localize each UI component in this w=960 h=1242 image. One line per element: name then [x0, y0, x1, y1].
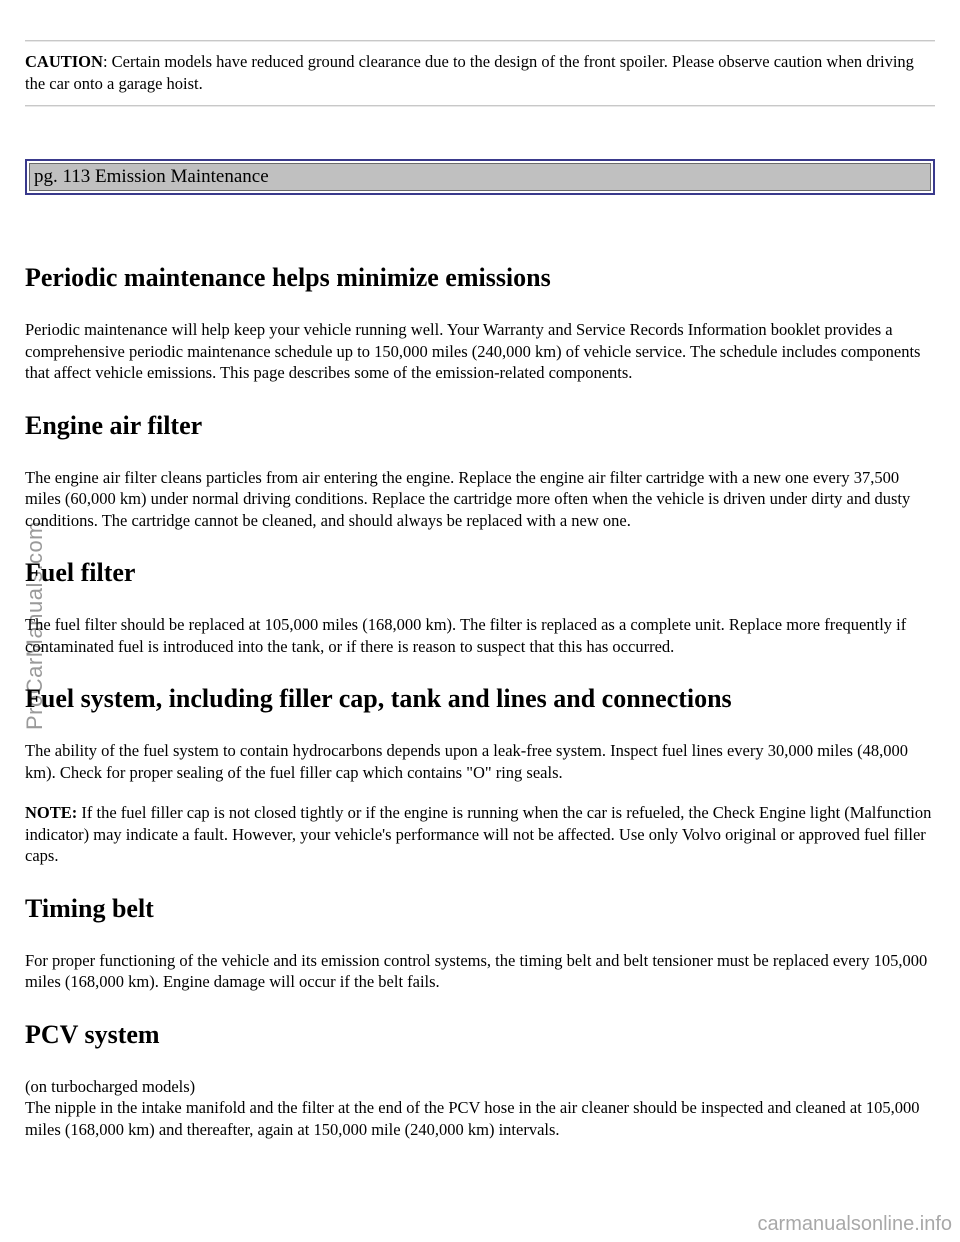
paragraph-fuel-system: The ability of the fuel system to contain hydrocarbons depends upon a leak-free system. Inspect fuel lines every 30,000 miles (48,000 km). Check for proper sealing of the fuel filler cap which contains "O" ring seals.: [25, 741, 908, 782]
paragraph-fuel-filter: The fuel filter should be replaced at 105,000 miles (168,000 km). The filter is replaced as a complete unit. Replace more frequently if contaminated fuel is introduced into the tank, or if there is reason to suspect that this has occurred.: [25, 615, 907, 656]
caution-text: : Certain models have reduced ground clearance due to the design of the front spoiler. Please observe caution when driving the car onto a garage hoist.: [25, 52, 914, 93]
document-page: [25, 0, 935, 1140]
paragraph-periodic-maintenance: Periodic maintenance will help keep your vehicle running well. Your Warranty and Service Records Information booklet provides a comprehensive periodic maintenance schedule up to 150,000 miles (240,000 km) of vehicle service. The schedule includes components that affect vehicle emissions. This page describes some of the emission-related components.: [25, 320, 921, 382]
heading-periodic-maintenance: Periodic maintenance helps minimize emissions: [25, 263, 551, 292]
side-watermark: [0, 470, 47, 730]
heading-engine-air-filter: Engine air filter: [25, 410, 203, 440]
page-header-box: [25, 159, 935, 195]
paragraph-engine-air-filter: The engine air filter cleans particles from air entering the engine. Replace the engine air filter cartridge with a new one every 37,500 miles (60,000 km) under normal driving conditions. Replace the cartridge more often when the vehicle is driven under dirty and dusty conditions. The cartridge cannot be cleaned, and should always be replaced with a new one.: [25, 467, 911, 530]
heading-fuel-system: Fuel system, including filler cap, tank and lines and connections: [25, 684, 732, 713]
side-watermark-text: ProCarManuals.com: [22, 520, 47, 730]
caution-divider: [25, 105, 935, 107]
paragraph-pcv-system: The nipple in the intake manifold and the filter at the end of the PCV hose in the air cleaner should be inspected and cleaned at 105,000 miles (168,000 km) and thereafter, again at 150,000 mile (240,000 km) intervals.: [25, 1098, 920, 1139]
heading-fuel-filter: Fuel filter: [25, 558, 136, 587]
note-label: NOTE:: [25, 803, 78, 822]
pcv-subtitle: (on turbocharged models): [25, 1076, 196, 1096]
footer-watermark: carmanualsonline.info: [757, 1213, 952, 1235]
heading-timing-belt: Timing belt: [25, 893, 154, 923]
paragraph-timing-belt: For proper functioning of the vehicle and its emission control systems, the timing belt and belt tensioner must be replaced every 105,000 miles (168,000 km). Engine damage will occur if the belt fails.: [25, 950, 928, 991]
note-text: If the fuel filler cap is not closed tightly or if the engine is running when the car is refueled, the Check Engine light (Malfunction indicator) may indicate a fault. However, your vehicle's performance will not be affected. Use only Volvo original or approved fuel filler caps.: [25, 803, 932, 865]
heading-pcv-system: PCV system: [25, 1019, 160, 1049]
caution-paragraph: [25, 51, 935, 95]
page-header: pg. 113 Emission Maintenance: [29, 163, 931, 191]
caution-label: CAUTION: [25, 52, 103, 71]
top-divider: [25, 40, 935, 42]
note-paragraph: [25, 802, 935, 867]
